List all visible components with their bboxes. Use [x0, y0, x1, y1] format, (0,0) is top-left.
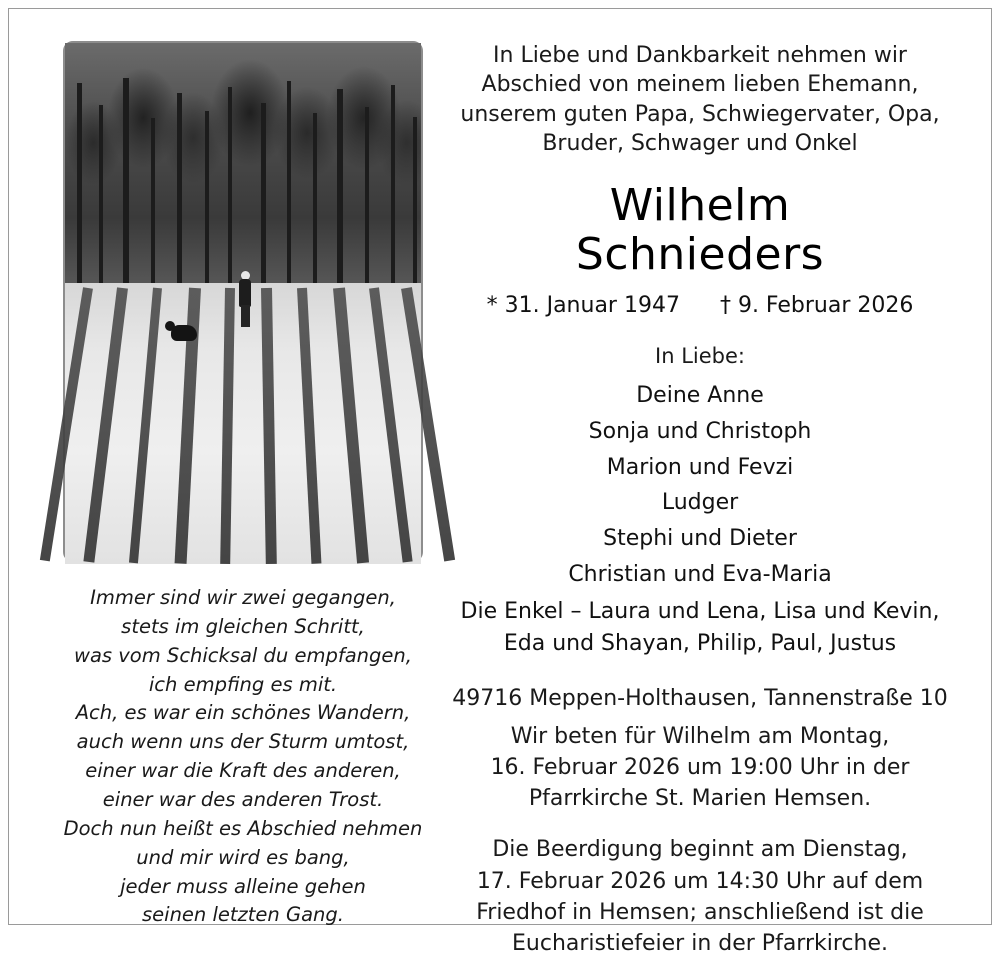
verse-line: Ach, es war ein schönes Wandern, [75, 701, 411, 725]
funeral-line: 17. Februar 2026 um 14:30 Uhr auf dem [476, 868, 924, 894]
service-line: 16. Februar 2026 um 19:00 Uhr in der [490, 754, 910, 780]
verse-line: einer war des anderen Trost. [102, 788, 384, 812]
in-love-label: In Liebe: [655, 344, 745, 369]
mourner-item: Deine Anne [636, 383, 764, 409]
intro-line: In Liebe und Dankbarkeit nehmen wir [493, 43, 907, 68]
intro-line: Bruder, Schwager und Onkel [542, 131, 858, 157]
mourner-item: Stephi und Dieter [603, 525, 797, 551]
death-date: † 9. Februar 2026 [719, 293, 914, 319]
deceased-name [441, 181, 959, 280]
prayer-service-info [441, 721, 959, 815]
grandchildren-line: Eda und Shayan, Philip, Paul, Justus [503, 631, 897, 657]
service-line: Wir beten für Wilhelm am Montag, [510, 723, 890, 749]
left-column [27, 27, 427, 927]
verse-line: jeder muss alleine gehen [120, 874, 366, 898]
intro-line: Abschied von meinem lieben Ehemann, [481, 72, 919, 98]
photo-walking-person [237, 271, 253, 327]
verse-line: seinen letzten Gang. [142, 903, 344, 927]
funeral-line: Friedhof in Hemsen; anschließend ist die [476, 899, 924, 925]
funeral-line: Die Beerdigung beginnt am Dienstag, [492, 837, 908, 863]
mourner-item: Sonja und Christoph [588, 419, 812, 445]
funeral-line: Eucharistiefeier in der Pfarrkirche. [512, 931, 888, 957]
photo-dog [171, 325, 197, 341]
memorial-photo [63, 41, 423, 562]
grandchildren-list [441, 596, 959, 660]
obituary-card [8, 8, 992, 957]
memorial-verse [63, 584, 423, 930]
right-column [427, 27, 973, 957]
verse-line: was vom Schicksal du empfangen, [74, 643, 412, 667]
family-address: 49716 Meppen-Holthausen, Tannenstraße 10 [452, 685, 948, 711]
mourner-item: Marion und Fevzi [606, 454, 794, 480]
mourners-list [441, 378, 959, 592]
photo-tree-trunks [65, 63, 421, 293]
verse-line: Immer sind wir zwei gegangen, [90, 586, 396, 609]
birth-date: * 31. Januar 1947 [486, 293, 680, 319]
verse-line: einer war die Kraft des anderen, [85, 759, 401, 783]
deceased-last-name: Schnieders [575, 229, 825, 281]
life-dates [441, 293, 959, 318]
intro-line: unserem guten Papa, Schwiegervater, Opa, [460, 101, 940, 127]
verse-line: Doch nun heißt es Abschied nehmen [63, 816, 423, 840]
funeral-info [441, 834, 959, 959]
verse-line: und mir wird es bang, [136, 845, 350, 869]
verse-line: ich empfing es mit. [148, 672, 338, 696]
intro-text [441, 41, 959, 159]
photo-image [65, 43, 421, 560]
verse-line: auch wenn uns der Sturm umtost, [76, 730, 410, 754]
service-line: Pfarrkirche St. Marien Hemsen. [528, 786, 872, 812]
photo-field-tracks [65, 288, 421, 564]
obituary-content [27, 27, 973, 957]
deceased-first-name: Wilhelm [609, 179, 791, 231]
grandchildren-line: Die Enkel – Laura und Lena, Lisa und Kevin, [460, 599, 940, 625]
verse-line: stets im gleichen Schritt, [121, 614, 365, 638]
mourner-item: Christian und Eva-Maria [568, 561, 832, 587]
mourner-item: Ludger [661, 490, 739, 516]
